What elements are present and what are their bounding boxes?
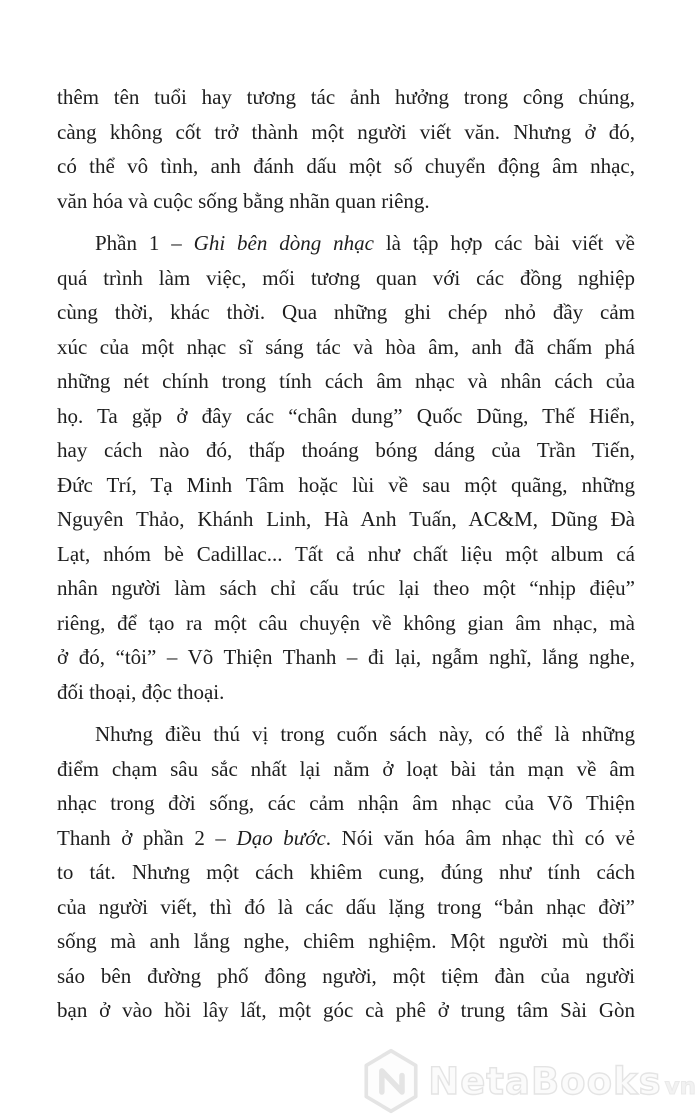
text-line xyxy=(57,993,635,1028)
text-segment: những nét chính trong tính cách âm nhạc và nhân cách của xyxy=(57,369,635,393)
text-segment: là tập hợp các bài viết về xyxy=(373,231,635,255)
text-segment: riêng, để tạo ra một câu chuyện về không gian âm nhạc, mà xyxy=(57,610,635,635)
watermark-text xyxy=(428,1060,696,1103)
text-line xyxy=(57,752,635,787)
text-segment: thêm tên tuổi hay tương tác ảnh hưởng trong công chúng, xyxy=(57,85,635,109)
text-line xyxy=(57,890,635,925)
text-line xyxy=(57,717,635,752)
text-segment: văn hóa và cuộc sống bằng nhãn quan riêng. xyxy=(57,188,430,213)
text-segment: Lạt, nhóm bè Cadillac... Tất cả như chất liệu một album cá xyxy=(57,541,635,566)
text-line xyxy=(57,959,635,994)
text-line xyxy=(57,433,635,468)
text-segment: của người viết, thì đó là các dấu lặng trong “bản nhạc đời” xyxy=(57,894,635,919)
text-segment: có thể vô tình, anh đánh dấu một số chuyển động âm nhạc, xyxy=(57,154,635,178)
text-segment: sống mà anh lắng nghe, chiêm nghiệm. Một người mù thổi xyxy=(57,929,635,953)
paragraph xyxy=(57,226,635,709)
text-segment: xúc của một nhạc sĩ sáng tác và hòa âm, anh đã chấm phá xyxy=(57,334,635,359)
text-line xyxy=(57,502,635,537)
text-line xyxy=(57,855,635,890)
text-line xyxy=(57,364,635,399)
paragraph xyxy=(57,80,635,218)
text-line xyxy=(57,924,635,959)
text-segment: Nhưng điều thú vị trong cuốn sách này, có thể là những xyxy=(95,722,635,746)
text-segment: càng không cốt trở thành một người viết văn. Nhưng ở đó, xyxy=(57,119,635,144)
watermark-suffix-text: vn xyxy=(664,1073,696,1100)
text-segment: cùng thời, khác thời. Qua những ghi chép nhỏ đầy cảm xyxy=(57,300,635,324)
netabooks-watermark xyxy=(361,1048,696,1114)
text-segment: Phần 1 – xyxy=(95,231,194,255)
text-line xyxy=(57,606,635,641)
text-segment: hay cách nào đó, thấp thoáng bóng dáng của Trần Tiến, xyxy=(57,438,635,462)
text-segment: quá trình làm việc, mối tương quan với các đồng nghiệp xyxy=(57,265,635,290)
text-line xyxy=(57,640,635,675)
paragraph xyxy=(57,717,635,1028)
text-segment: nhạc trong đời sống, các cảm nhận âm nhạc của Võ Thiện xyxy=(57,791,635,815)
text-line xyxy=(57,295,635,330)
text-segment: sáo bên đường phố đông người, một tiệm đàn của người xyxy=(57,963,635,988)
text-segment: bạn ở vào hồi lây lất, một góc cà phê ở trung tâm Sài Gòn xyxy=(57,998,635,1022)
text-line xyxy=(57,571,635,606)
italic-text-segment: Dạo bước xyxy=(236,825,326,850)
text-line xyxy=(57,330,635,365)
text-line xyxy=(57,261,635,296)
text-segment: họ. Ta gặp ở đây các “chân dung” Quốc Dũng, Thế Hiển, xyxy=(57,403,635,428)
text-block xyxy=(57,80,635,1028)
watermark-brand-text: NetaBooks xyxy=(428,1059,662,1103)
text-line xyxy=(57,821,635,856)
netabooks-hexagon-logo-icon xyxy=(361,1048,421,1114)
text-segment: nhân người làm sách chỉ cấu trúc lại theo một “nhịp điệu” xyxy=(57,576,635,600)
text-segment: Nguyên Thảo, Khánh Linh, Hà Anh Tuấn, AC&M, Dũng Đà xyxy=(57,507,635,531)
text-segment: đối thoại, độc thoại. xyxy=(57,679,225,704)
text-segment: Thanh ở phần 2 – xyxy=(57,825,237,850)
text-segment: ở đó, “tôi” – Võ Thiện Thanh – đi lại, ngẫm nghĩ, lắng nghe, xyxy=(57,645,635,669)
italic-text-segment: Ghi bên dòng nhạc xyxy=(193,231,374,255)
text-line xyxy=(57,80,635,115)
text-line xyxy=(57,399,635,434)
text-line xyxy=(57,468,635,503)
text-segment: Đức Trí, Tạ Minh Tâm hoặc lùi về sau một quãng, những xyxy=(57,472,635,497)
text-segment: điểm chạm sâu sắc nhất lại nằm ở loạt bài tản mạn về âm xyxy=(57,756,635,781)
text-line xyxy=(57,537,635,572)
text-line xyxy=(57,675,635,710)
text-line xyxy=(57,226,635,261)
text-segment: to tát. Nhưng một cách khiêm cung, đúng như tính cách xyxy=(57,860,635,884)
text-line xyxy=(57,786,635,821)
text-line xyxy=(57,184,635,219)
text-segment: . Nói văn hóa âm nhạc thì có vẻ xyxy=(325,825,636,850)
text-line xyxy=(57,149,635,184)
text-line xyxy=(57,115,635,150)
